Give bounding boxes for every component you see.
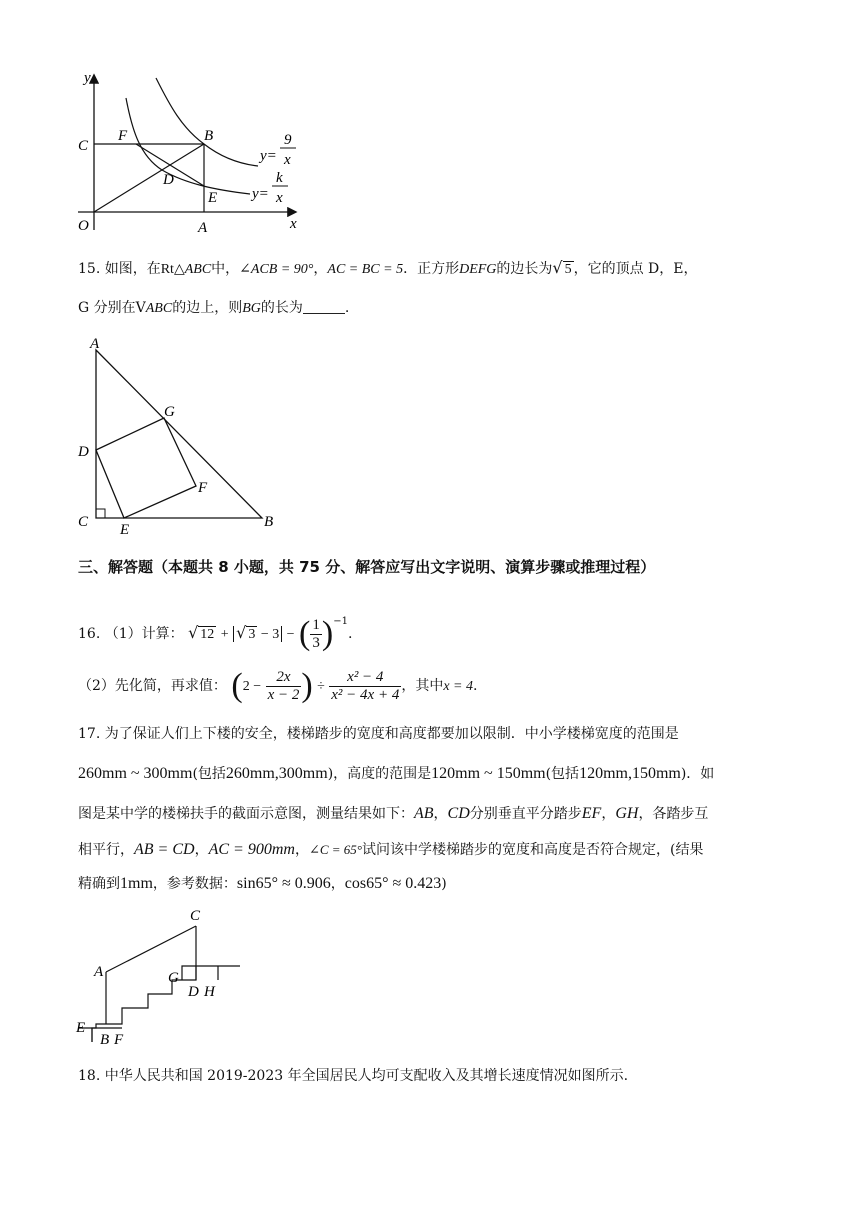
q16-frac-den: 3 bbox=[312, 634, 320, 651]
q17-line3 bbox=[78, 804, 708, 824]
q17-text-2c: )．如 bbox=[680, 766, 715, 782]
q18-text: 中华人民共和国 2019-2023 年全国居民人均可支配收入及其增长速度情况如图所示. bbox=[104, 1068, 629, 1084]
figure-q14-graph bbox=[70, 68, 310, 238]
q16-where: ，其中 bbox=[401, 678, 444, 694]
q16-abs bbox=[233, 623, 282, 642]
q17-width-incl: (包括 bbox=[192, 766, 226, 782]
q18-line bbox=[78, 1066, 628, 1086]
q17-line1 bbox=[78, 724, 679, 744]
figure-q15-triangle bbox=[72, 336, 292, 542]
curve2-lhs: y= bbox=[252, 186, 269, 202]
answer-blank[interactable] bbox=[303, 299, 345, 314]
label-O: O bbox=[78, 218, 89, 234]
label-F: F bbox=[198, 480, 208, 496]
q17-number: 17. bbox=[78, 726, 101, 742]
label-C: C bbox=[78, 514, 89, 530]
label-B: B bbox=[264, 514, 274, 530]
label-G: G bbox=[168, 970, 179, 986]
sqrt-icon: √ bbox=[552, 258, 563, 277]
sqrt-icon: √ bbox=[188, 623, 199, 642]
label-A: A bbox=[198, 220, 208, 236]
label-H: H bbox=[204, 984, 215, 1000]
q17-comma-e: ， bbox=[330, 876, 345, 892]
q16-rad3: 3 bbox=[248, 627, 256, 642]
label-D: D bbox=[163, 172, 174, 188]
q17-line4 bbox=[78, 840, 703, 860]
q15-text-d: 的边长为 bbox=[496, 261, 553, 277]
q16-part2 bbox=[78, 666, 477, 706]
q15-sides: AC = BC = 5 bbox=[327, 262, 404, 277]
q16-minus: − bbox=[286, 627, 295, 642]
q17-height-range: 120mm ~ 150mm bbox=[431, 765, 546, 782]
label-F: F bbox=[118, 128, 128, 144]
q15-angle: ∠ACB = 90° bbox=[239, 262, 314, 277]
paren-open: ( bbox=[231, 667, 243, 704]
sqrt-icon: √ bbox=[236, 623, 247, 642]
q15-text-e: ，它的顶点 D，E， bbox=[573, 261, 698, 277]
label-C: C bbox=[78, 138, 89, 154]
q17-comma-a: ， bbox=[433, 806, 448, 822]
label-C: C bbox=[190, 908, 201, 924]
label-y: y bbox=[84, 70, 91, 86]
q17-gh: GH bbox=[615, 805, 639, 822]
q15-end: . bbox=[344, 300, 350, 316]
q17-comma-b: ， bbox=[601, 806, 616, 822]
q17-text-1: 为了保证人们上下楼的安全，楼梯踏步的宽度和高度都要加以限制．中小学楼梯宽度的范围是 bbox=[104, 726, 679, 742]
square-DEFG bbox=[96, 418, 196, 518]
q15-abc: ABC bbox=[184, 262, 212, 277]
label-B: B bbox=[100, 1032, 110, 1048]
q15-sqrt-value: 5 bbox=[564, 262, 572, 277]
q17-text-4b: 试问该中学楼梯踏步的宽度和高度是否符合规定，(结果 bbox=[361, 842, 704, 858]
q16-part2-label: （2）先化简，再求值： bbox=[78, 678, 227, 694]
q16-period: . bbox=[347, 626, 353, 642]
q16-frac2-num: x² − 4 bbox=[329, 669, 401, 687]
q17-ab: AB bbox=[414, 805, 434, 822]
label-D: D bbox=[78, 444, 89, 460]
label-E: E bbox=[208, 190, 218, 206]
q15-text-a: 如图，在 bbox=[104, 261, 161, 277]
step-DH bbox=[182, 966, 196, 980]
label-A: A bbox=[90, 336, 100, 352]
q15-text-c: ．正方形 bbox=[403, 261, 460, 277]
right-angle-mark bbox=[96, 509, 105, 518]
segment-OB bbox=[94, 144, 204, 212]
curve2-den: x bbox=[276, 190, 283, 206]
q16-exp: −1 bbox=[333, 616, 348, 627]
q15-text-h: 的长为 bbox=[260, 300, 303, 316]
q17-text-3c: ，各踏步互 bbox=[638, 806, 709, 822]
q16-xval: x = 4 bbox=[443, 679, 473, 694]
q17-cos: cos65° ≈ 0.423 bbox=[344, 875, 442, 892]
q15-line1 bbox=[78, 258, 698, 280]
triangle-ABC bbox=[96, 350, 262, 518]
q16-frac-num: 1 bbox=[312, 616, 320, 633]
q16-frac2 bbox=[329, 669, 401, 704]
q17-text-3b: 分别垂直平分踏步 bbox=[469, 806, 582, 822]
q17-ef: EF bbox=[581, 805, 602, 822]
q17-sin: sin65° ≈ 0.906 bbox=[236, 875, 331, 892]
q15-rt: Rt△ bbox=[160, 262, 185, 277]
q16-rad12: 12 bbox=[200, 627, 215, 642]
handrail-AC bbox=[106, 926, 196, 972]
q17-text-5c: ) bbox=[441, 876, 447, 892]
q15-bg: BG bbox=[242, 301, 261, 316]
q16-frac bbox=[310, 617, 322, 652]
q15-comma: ， bbox=[313, 261, 328, 277]
paren-close: ) bbox=[321, 615, 334, 652]
label-x: x bbox=[290, 216, 297, 232]
curve2-num: k bbox=[276, 170, 283, 186]
q16-end: . bbox=[473, 678, 478, 694]
label-G: G bbox=[164, 404, 175, 420]
q17-angle-c: ∠C = 65° bbox=[308, 842, 362, 857]
q17-ac: AC = 900mm bbox=[208, 841, 295, 858]
q17-line5 bbox=[78, 874, 447, 894]
q15-defg: DEFG bbox=[459, 262, 497, 277]
q17-height-incl: (包括 bbox=[545, 766, 580, 782]
q17-text-5b: ，参考数据： bbox=[152, 876, 237, 892]
q15-abc-2: ABC bbox=[145, 301, 173, 316]
q17-height-vals: 120mm,150mm bbox=[579, 765, 681, 782]
paren-close: ) bbox=[301, 667, 313, 704]
q16-number: 16. bbox=[78, 626, 101, 642]
q17-comma-d: ， bbox=[294, 842, 309, 858]
section-heading: 三、解答题（本题共 8 小题，共 75 分、解答应写出文字说明、演算步骤或推理过程） bbox=[78, 558, 656, 576]
q16-div: ÷ bbox=[317, 679, 325, 694]
q15-text-b: 中， bbox=[211, 261, 240, 277]
figure-q17-staircase bbox=[72, 904, 252, 1050]
q17-line2 bbox=[78, 764, 714, 784]
q17-abcd: AB = CD bbox=[134, 841, 195, 858]
q17-1mm: 1mm bbox=[120, 875, 153, 892]
label-D: D bbox=[188, 984, 199, 1000]
q15-number: 15. bbox=[78, 261, 101, 277]
q16-part1 bbox=[78, 604, 353, 652]
label-F: F bbox=[114, 1032, 124, 1048]
curve1-lhs: y= bbox=[260, 148, 277, 164]
q16-two: 2 − bbox=[242, 679, 262, 694]
q16-frac1-num: 2x bbox=[266, 669, 302, 687]
q17-text-3a: 图是某中学的楼梯扶手的截面示意图，测量结果如下： bbox=[78, 806, 414, 822]
q15-line2 bbox=[78, 298, 349, 319]
label-B: B bbox=[204, 128, 214, 144]
q17-width-vals: 260mm,300mm bbox=[225, 765, 328, 782]
q16-frac1 bbox=[266, 669, 302, 704]
curve-y-9-over-x bbox=[156, 78, 258, 166]
q17-text-2b: )，高度的范围是 bbox=[327, 766, 432, 782]
q17-width-range: 260mm ~ 300mm bbox=[78, 765, 193, 782]
q16-plus: + bbox=[220, 627, 229, 642]
label-E: E bbox=[76, 1020, 86, 1036]
q17-text-4a: 相平行， bbox=[78, 842, 134, 858]
curve1-num: 9 bbox=[284, 132, 292, 148]
label-E: E bbox=[120, 522, 130, 538]
q15-text-g: 的边上，则 bbox=[172, 300, 243, 316]
paren-open: ( bbox=[299, 615, 311, 652]
q16-frac1-den: x − 2 bbox=[267, 686, 300, 703]
label-A: A bbox=[94, 964, 104, 980]
q17-cd: CD bbox=[447, 805, 470, 822]
q16-minus3: − 3 bbox=[257, 627, 280, 642]
q15-text-f: G 分别在V bbox=[78, 300, 146, 316]
q18-number: 18. bbox=[78, 1068, 101, 1084]
q16-frac2-den: x² − 4x + 4 bbox=[331, 686, 400, 703]
curve-y-k-over-x bbox=[126, 98, 250, 194]
q16-part1-label: （1）计算： bbox=[104, 626, 184, 642]
curve1-den: x bbox=[284, 152, 291, 168]
q17-comma-c: ， bbox=[194, 842, 209, 858]
q17-text-5a: 精确到 bbox=[78, 876, 120, 892]
